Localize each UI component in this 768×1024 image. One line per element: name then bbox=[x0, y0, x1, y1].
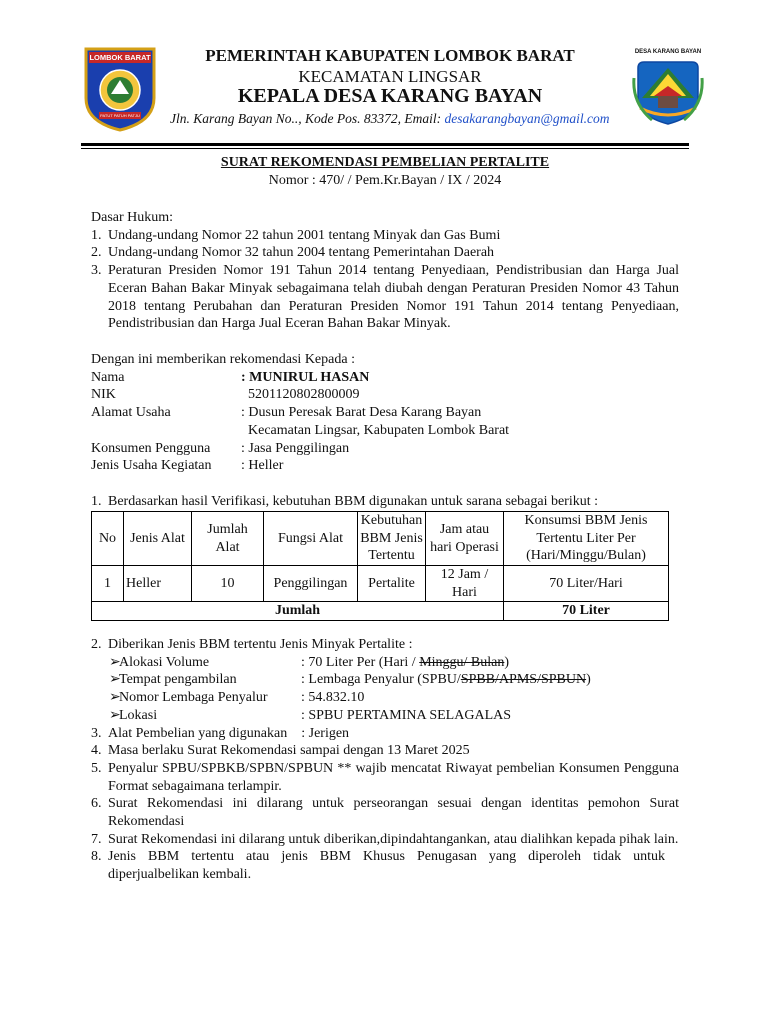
sub-label: Nomor Lembaga Penyalur bbox=[119, 690, 268, 706]
arrow-bullet-icon: ➢ bbox=[109, 672, 121, 688]
jenis-usaha-label: Jenis Usaha Kegiatan bbox=[91, 458, 212, 474]
alamat-value-1: : Dusun Peresak Barat Desa Karang Bayan bbox=[241, 405, 482, 421]
total-label: Jumlah bbox=[92, 602, 504, 621]
field-row bbox=[91, 386, 679, 404]
recipient-section bbox=[91, 351, 679, 475]
list-item bbox=[91, 227, 679, 245]
sub-label: Alokasi Volume bbox=[119, 654, 210, 670]
arrow-bullet-icon: ➢ bbox=[109, 654, 121, 670]
sub-item bbox=[91, 671, 679, 689]
alamat-label: Alamat Usaha bbox=[91, 405, 171, 421]
recipient-intro: Dengan ini memberikan rekomendasi Kepada : bbox=[91, 352, 355, 367]
nik-value: 5201120802800009 bbox=[241, 387, 360, 403]
list-number: 2. bbox=[91, 245, 102, 261]
list-text: Undang-undang Nomor 32 tahun 2004 tentang Pemerintahan Daerah bbox=[108, 245, 495, 261]
point-6: 6. Surat Rekomendasi ini dilarang untuk perseorangan sesuai dengan identitas pemohon Surat Rekomendasi bbox=[91, 796, 679, 830]
point-7: 7. Surat Rekomendasi ini dilarang untuk diberikan,dipindahtangankan, atau dialihkan kepada pihak lain. bbox=[91, 831, 679, 847]
table-cell: Pertalite bbox=[358, 566, 426, 602]
field-row bbox=[91, 369, 679, 387]
table-total-row bbox=[92, 602, 669, 621]
table-cell: Heller bbox=[124, 566, 192, 602]
header-rule-thick bbox=[81, 143, 689, 146]
bbm-table bbox=[91, 511, 669, 621]
list-number: 3. bbox=[91, 263, 102, 279]
field-row bbox=[91, 404, 679, 422]
point-3: 3. Alat Pembelian yang digunakan : Jerigen bbox=[91, 725, 350, 741]
header-line-1: PEMERINTAH KABUPATEN LOMBOK BARAT bbox=[205, 46, 575, 65]
table-header-cell: Konsumsi BBM Jenis Tertentu Liter Per (Hari/Minggu/Bulan) bbox=[504, 512, 669, 566]
arrow-bullet-icon: ➢ bbox=[109, 707, 121, 723]
list-text: Diberikan Jenis BBM tertentu Jenis Minyak Pertalite : bbox=[108, 637, 413, 652]
jenis-usaha-value: : Heller bbox=[241, 458, 284, 474]
point-2-section bbox=[91, 636, 679, 884]
konsumen-label: Konsumen Pengguna bbox=[91, 440, 211, 456]
sub-label: Tempat pengambilan bbox=[119, 672, 237, 688]
sub-value: : 70 Liter Per (Hari / Minggu/ Bulan) bbox=[301, 654, 510, 670]
point-1 bbox=[91, 493, 679, 511]
alamat-value-2: Kecamatan Lingsar, Kabupaten Lombok Barat bbox=[241, 422, 510, 438]
sub-value: : 54.832.10 bbox=[301, 690, 365, 706]
list-text: Berdasarkan hasil Verifikasi, kebutuhan BBM digunakan untuk sarana sebagai berikut : bbox=[108, 494, 599, 509]
list-text: Peraturan Presiden Nomor 191 Tahun 2014 tentang Penyediaan, Pendistribusian dan Harga Jual Eceran Bahan Bakar Minyak sebagaimana telah diubah dengan Peraturan Presiden Nomor 43 Tahun 2018 tentang Perubahan dan Peraturan Presiden Nomor 191 Tahun 2014 tentang Penyediaan, Pendistribusian dan Harga Jual Eceran Bahan Bakar Minyak. bbox=[108, 263, 679, 332]
list-number: 2. bbox=[91, 637, 102, 652]
konsumen-value: : Jasa Penggilingan bbox=[241, 440, 350, 456]
nik-label: NIK bbox=[91, 387, 116, 403]
sub-value: : SPBU PERTAMINA SELAGALAS bbox=[301, 707, 512, 723]
sub-item bbox=[91, 654, 679, 672]
logo-left-title: LOMBOK BARAT bbox=[89, 53, 151, 62]
arrow-bullet-icon: ➢ bbox=[109, 690, 121, 706]
total-value: 70 Liter bbox=[504, 602, 669, 621]
table-cell: 70 Liter/Hari bbox=[504, 566, 669, 602]
header-address bbox=[170, 110, 620, 128]
document-title: SURAT REKOMENDASI PEMBELIAN PERTALITE bbox=[220, 155, 550, 170]
table-header-row bbox=[92, 512, 669, 566]
table-cell: Penggilingan bbox=[264, 566, 358, 602]
sub-value: : Lembaga Penyalur (SPBU/SPBB/APMS/SPBUN) bbox=[301, 672, 591, 688]
desa-karang-bayan-logo bbox=[628, 48, 708, 128]
sub-item bbox=[91, 707, 679, 725]
table-cell: 1 bbox=[92, 566, 124, 602]
list-number: 1. bbox=[91, 494, 102, 509]
table-row bbox=[92, 566, 669, 602]
table-header-cell: Jenis Alat bbox=[124, 512, 192, 566]
table-header-cell: No bbox=[92, 512, 124, 566]
header-line-3: KEPALA DESA KARANG BAYAN bbox=[237, 85, 543, 107]
list-item bbox=[91, 244, 679, 262]
sub-label: Lokasi bbox=[119, 707, 158, 723]
dasar-hukum-section bbox=[91, 209, 679, 333]
table-header-cell: Fungsi Alat bbox=[264, 512, 358, 566]
table-header-cell: Kebutuhan BBM Jenis Tertentu bbox=[358, 512, 426, 566]
table-cell: 10 bbox=[192, 566, 264, 602]
header-rule-thin bbox=[81, 148, 689, 149]
point-8: 8. Jenis BBM tertentu atau jenis BBM Khusus Penugasan yang diperoleh tidak untuk diperjualbelikan kembali. bbox=[91, 849, 665, 883]
table-header-cell: Jam atau hari Operasi bbox=[426, 512, 504, 566]
point-5: 5. Penyalur SPBU/SPBKB/SPBN/SPBUN ** wajib mencatat Riwayat pembelian Konsumen Pengguna Format sebagaimana terlampir. bbox=[91, 760, 679, 794]
document-number: Nomor : 470/ / Pem.Kr.Bayan / IX / 2024 bbox=[268, 173, 502, 188]
list-text: Undang-undang Nomor 22 tahun 2001 tentang Minyak dan Gas Bumi bbox=[108, 227, 501, 243]
lombok-barat-logo bbox=[83, 46, 157, 132]
address-text: Jln. Karang Bayan No.., Kode Pos. 83372, Email: bbox=[170, 111, 445, 126]
header-line-2: KECAMATAN LINGSAR bbox=[298, 67, 482, 86]
nama-label: Nama bbox=[91, 369, 125, 385]
field-row bbox=[91, 440, 679, 458]
field-row bbox=[91, 457, 679, 475]
nama-value: : MUNIRUL HASAN bbox=[241, 369, 370, 385]
list-item bbox=[91, 262, 679, 333]
logo-right-title: DESA KARANG BAYAN bbox=[634, 49, 702, 55]
logo-left-motto: PATUT PATUH PATJU bbox=[100, 113, 140, 118]
email-link[interactable]: desakarangbayan@gmail.com bbox=[444, 111, 610, 126]
point-4: 4. Masa berlaku Surat Rekomendasi sampai dengan 13 Maret 2025 bbox=[91, 743, 470, 759]
dasar-hukum-heading: Dasar Hukum: bbox=[91, 210, 174, 225]
table-cell: 12 Jam / Hari bbox=[426, 566, 504, 602]
list-number: 1. bbox=[91, 227, 102, 243]
field-row bbox=[91, 422, 679, 440]
sub-item bbox=[91, 689, 679, 707]
table-header-cell: Jumlah Alat bbox=[192, 512, 264, 566]
point-2 bbox=[91, 636, 679, 654]
